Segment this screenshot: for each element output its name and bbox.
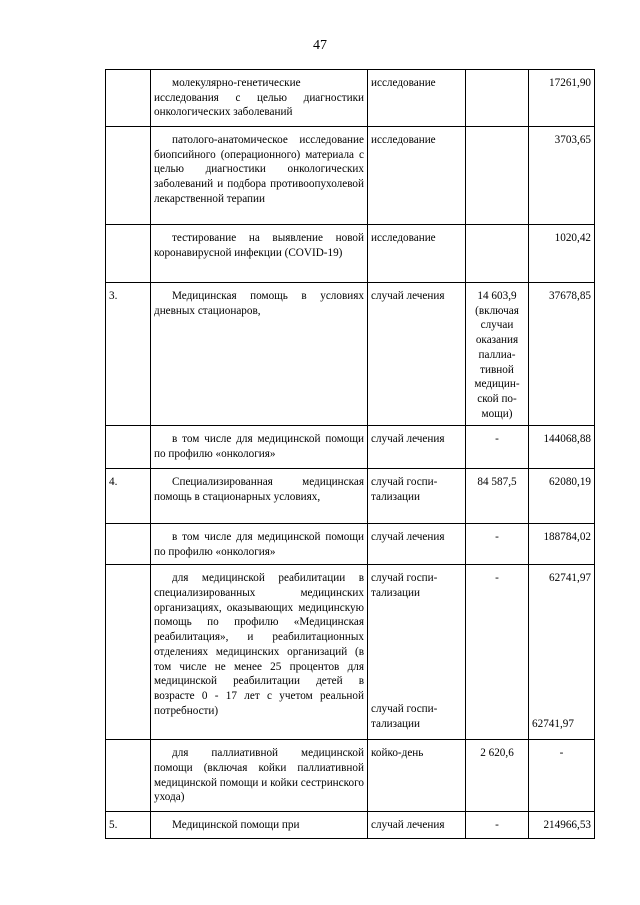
unit-cell: исследование [368,225,466,283]
table-row [106,225,595,283]
unit-cell: исследование [368,70,466,127]
norm-cell [466,225,529,283]
unit-cell [368,565,466,740]
table-row [106,524,595,565]
row-number: 4. [106,469,151,524]
unit-cell: исследование [368,127,466,225]
value-cell: 1020,42 [529,225,595,283]
value-cell: 214966,53 [529,812,595,839]
norm-cell: - [466,426,529,469]
page-number: 47 [313,38,327,53]
service-name: Специализированная медицинская помощь в стационарных условиях, [151,469,368,524]
norm-cell [466,70,529,127]
row-number: 3. [106,283,151,426]
service-name: Медицинской помощи при [151,812,368,839]
table-row [106,283,595,426]
unit-top: случай госпи- тализации [371,572,438,600]
unit-cell: случай лечения [368,524,466,565]
value-cell [529,565,595,740]
value-cell: 188784,02 [529,524,595,565]
service-name: для паллиативной медицинской помощи (включая койки паллиативной медицинской помощи и койки сестринского ухода) [151,740,368,812]
row-number [106,426,151,469]
service-name: тестирование на выявление новой коронавирусной инфекции (COVID-19) [151,225,368,283]
table-row [106,426,595,469]
row-number [106,127,151,225]
unit-cell: случай лечения [368,426,466,469]
service-name: в том числе для медицинской помощи по профилю «онкология» [151,426,368,469]
row-number [106,740,151,812]
norm-cell: - [466,812,529,839]
table-row [106,565,595,740]
value-cell: 17261,90 [529,70,595,127]
row-number [106,70,151,127]
value-cell: 3703,65 [529,127,595,225]
service-name: в том числе для медицинской помощи по профилю «онкология» [151,524,368,565]
value-top: 62741,97 [549,572,591,585]
table-row [106,740,595,812]
table-row [106,127,595,225]
unit-cell: случай лечения [368,283,466,426]
table-row [106,70,595,127]
norm-cell [466,127,529,225]
unit-bottom: случай госпи- тализации [371,702,438,730]
value-cell: 144068,88 [529,426,595,469]
unit-cell: койко-день [368,740,466,812]
norm-cell: - [466,524,529,565]
unit-cell: случай госпи- тализации [368,469,466,524]
row-number [106,565,151,740]
service-name: молекулярно-генетические исследования с целью диагностики онкологических заболеваний [151,70,368,127]
norm-cell: 84 587,5 [466,469,529,524]
value-cell: 62080,19 [529,469,595,524]
norm-cell: 14 603,9 (включая случаи оказания паллиа- тивной медицин- ской по- мощи) [466,283,529,426]
tariff-table [105,69,595,839]
service-name: для медицинской реабилитации в специализированных медицинских организациях, оказывающих медицинскую помощь по профилю «Медицинская реабилитация», и реабилитационных отделениях медицинских организаций (в том числе не менее 25 процентов для медицинской реабилитации детей в возрасте 0 - 17 лет с учетом реальной потребности) [151,565,368,740]
norm-cell: 2 620,6 [466,740,529,812]
value-bottom: 62741,97 [532,717,574,730]
service-name: патолого-анатомическое исследование биопсийного (операционного) материала с целью диагностики онкологических заболеваний и подбора противоопухолевой лекарственной терапии [151,127,368,225]
norm-cell: - [466,565,529,740]
service-name: Медицинская помощь в условиях дневных стационаров, [151,283,368,426]
unit-cell: случай лечения [368,812,466,839]
table-row [106,469,595,524]
value-cell: - [529,740,595,812]
table-row [106,812,595,839]
row-number [106,524,151,565]
row-number: 5. [106,812,151,839]
row-number [106,225,151,283]
value-cell: 37678,85 [529,283,595,426]
